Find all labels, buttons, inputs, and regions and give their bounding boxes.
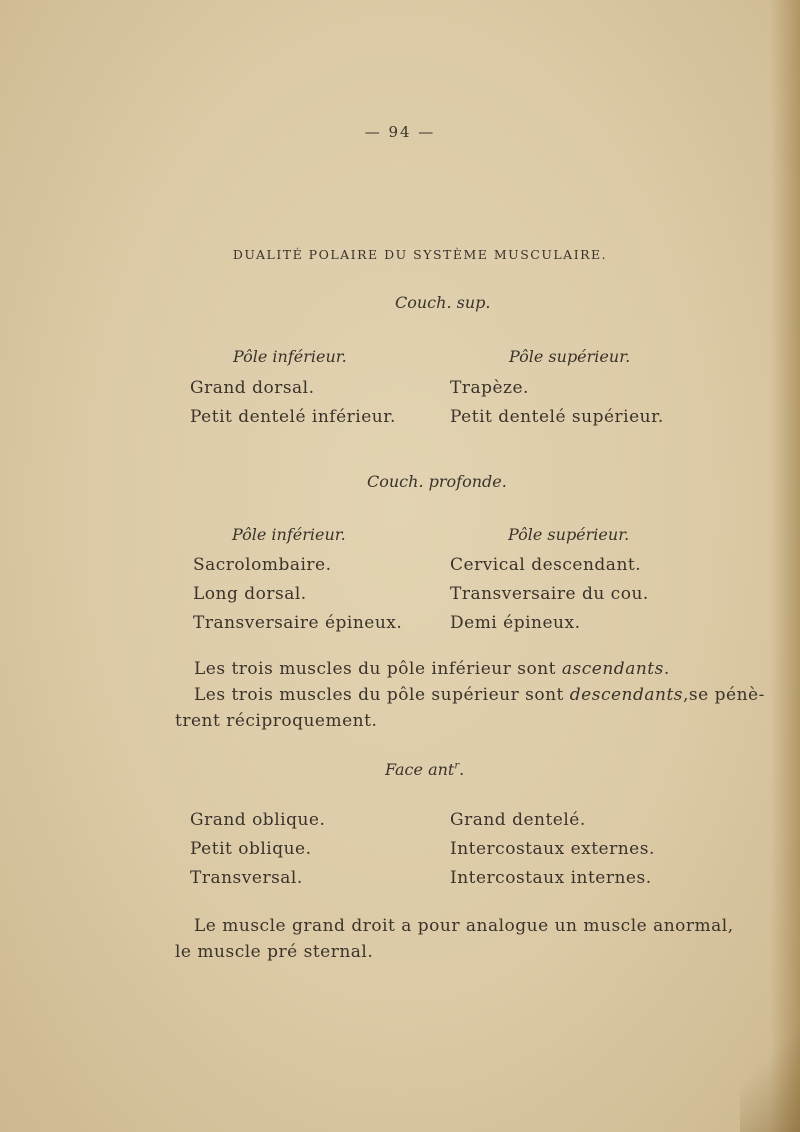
section2-left-list bbox=[193, 551, 402, 638]
list-item: Grand oblique. bbox=[190, 810, 326, 830]
list-item: Intercostaux externes. bbox=[450, 839, 655, 859]
section-heading-couch-profonde: Couch. profonde. bbox=[367, 472, 507, 491]
page-edge-shadow bbox=[770, 0, 800, 1132]
paragraph-text: Les trois muscles du pôle supérieur sont bbox=[194, 685, 570, 705]
heading-text: Face ant bbox=[385, 760, 455, 779]
section1-right-list bbox=[450, 374, 664, 432]
list-item: Intercostaux internes. bbox=[450, 868, 652, 888]
page-number: — 94 — bbox=[364, 123, 436, 141]
list-item: Grand dentelé. bbox=[450, 810, 586, 830]
list-item: Petit oblique. bbox=[190, 839, 312, 859]
section3-left-list bbox=[190, 806, 325, 893]
section1-left-list bbox=[190, 374, 396, 432]
section2-right-list bbox=[450, 551, 649, 638]
heading-text: . bbox=[459, 760, 465, 779]
list-item: Demi épineux. bbox=[450, 613, 581, 633]
paragraph-italic: descendants bbox=[569, 685, 684, 705]
list-item: Petit dentelé supérieur. bbox=[450, 407, 664, 427]
list-item: Long dorsal. bbox=[193, 584, 307, 604]
paragraph-text: ,se pénè- bbox=[683, 685, 765, 705]
paragraph-line bbox=[194, 682, 765, 708]
section3-right-list bbox=[450, 806, 655, 893]
heading-superscript: r bbox=[454, 760, 460, 772]
paragraph-line: trent réciproquement. bbox=[175, 711, 378, 731]
paragraph-line bbox=[194, 656, 670, 682]
list-item: Petit dentelé inférieur. bbox=[190, 407, 396, 427]
section2-left-heading: Pôle inférieur. bbox=[232, 525, 346, 544]
list-item: Transversaire du cou. bbox=[450, 584, 649, 604]
paragraph-text: Les trois muscles du pôle inférieur sont bbox=[194, 659, 562, 679]
list-item: Sacrolombaire. bbox=[193, 555, 332, 575]
list-item: Transversal. bbox=[190, 868, 303, 888]
page-title: DUALITÉ POLAIRE DU SYSTÈME MUSCULAIRE. bbox=[232, 247, 608, 262]
page-corner-shadow bbox=[740, 1012, 800, 1132]
section-heading-face-ant bbox=[385, 760, 464, 779]
list-item: Cervical descendant. bbox=[450, 555, 642, 575]
section1-right-heading: Pôle supérieur. bbox=[509, 347, 631, 366]
paragraph-italic: ascendants bbox=[561, 659, 664, 679]
list-item: Grand dorsal. bbox=[190, 378, 315, 398]
paragraph-line: Le muscle grand droit a pour analogue un muscle anormal, bbox=[194, 916, 734, 936]
paragraph-line: le muscle pré sternal. bbox=[175, 942, 374, 962]
list-item: Trapèze. bbox=[450, 378, 529, 398]
section1-left-heading: Pôle inférieur. bbox=[233, 347, 347, 366]
section2-right-heading: Pôle supérieur. bbox=[508, 525, 630, 544]
paragraph-text: . bbox=[663, 659, 670, 679]
list-item: Transversaire épineux. bbox=[193, 613, 403, 633]
section-heading-couch-sup: Couch. sup. bbox=[395, 293, 491, 312]
